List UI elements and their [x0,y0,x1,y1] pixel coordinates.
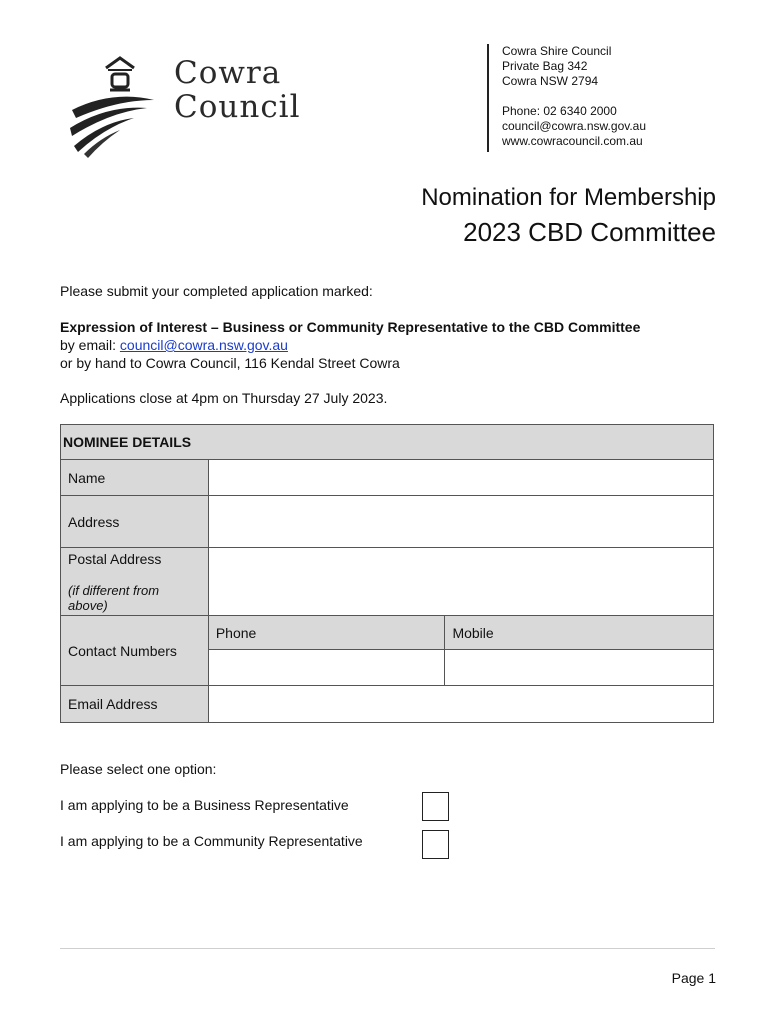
nominee-details-table [60,424,714,723]
contact-org: Cowra Shire Council [502,44,612,58]
council-logo-icon [62,50,172,160]
phone-label: Phone [208,616,445,650]
business-rep-checkbox[interactable] [422,792,449,821]
phone-field[interactable] [208,650,445,686]
postal-address-field[interactable] [208,548,713,616]
postal-address-label: Postal Address [68,550,162,567]
contact-phone: Phone: 02 6340 2000 [502,104,617,118]
contact-email: council@cowra.nsw.gov.au [502,119,647,133]
mobile-label: Mobile [445,616,714,650]
title-line-1: Nomination for Membership [421,184,716,211]
email-address-field[interactable] [208,686,713,723]
mobile-field[interactable] [445,650,714,686]
footer-divider [60,948,715,949]
contact-numbers-label: Contact Numbers [61,616,209,686]
eoi-heading: Expression of Interest – Business or Community Representative to the CBD Committee [60,319,641,335]
council-logo [62,50,322,160]
community-option-label: I am applying to be a Community Representative [60,833,363,849]
logo-wordmark [174,56,301,124]
contact-bag: Private Bag 342 [502,59,588,73]
name-label: Name [61,460,209,496]
nominee-details-heading: NOMINEE DETAILS [61,425,714,460]
title-line-2: 2023 CBD Committee [463,217,716,247]
postal-address-note: (if different from above) [68,582,160,613]
email-link[interactable]: council@cowra.nsw.gov.au [119,337,288,353]
by-hand-line: or by hand to Cowra Council, 116 Kendal Street Cowra [60,355,400,371]
logo-line-2: Council [174,89,301,125]
submit-instruction: Please submit your completed application marked: [60,283,373,299]
email-line [60,336,288,354]
contact-location: Cowra NSW 2794 [502,74,599,88]
address-label: Address [61,496,209,548]
community-rep-checkbox[interactable] [422,830,449,859]
contact-web: www.cowracouncil.com.au [502,134,643,148]
address-field[interactable] [208,496,713,548]
contact-block [487,44,646,152]
logo-line-1: Cowra [174,55,282,91]
postal-address-label-cell [61,548,209,616]
email-prefix: by email: [60,337,120,353]
document-title [421,183,716,249]
closing-date: Applications close at 4pm on Thursday 27 July 2023. [60,390,388,406]
page-number: Page 1 [671,970,716,986]
business-option-label: I am applying to be a Business Representative [60,797,349,813]
select-option-prompt: Please select one option: [60,761,217,777]
name-field[interactable] [208,460,713,496]
email-address-label: Email Address [61,686,209,723]
